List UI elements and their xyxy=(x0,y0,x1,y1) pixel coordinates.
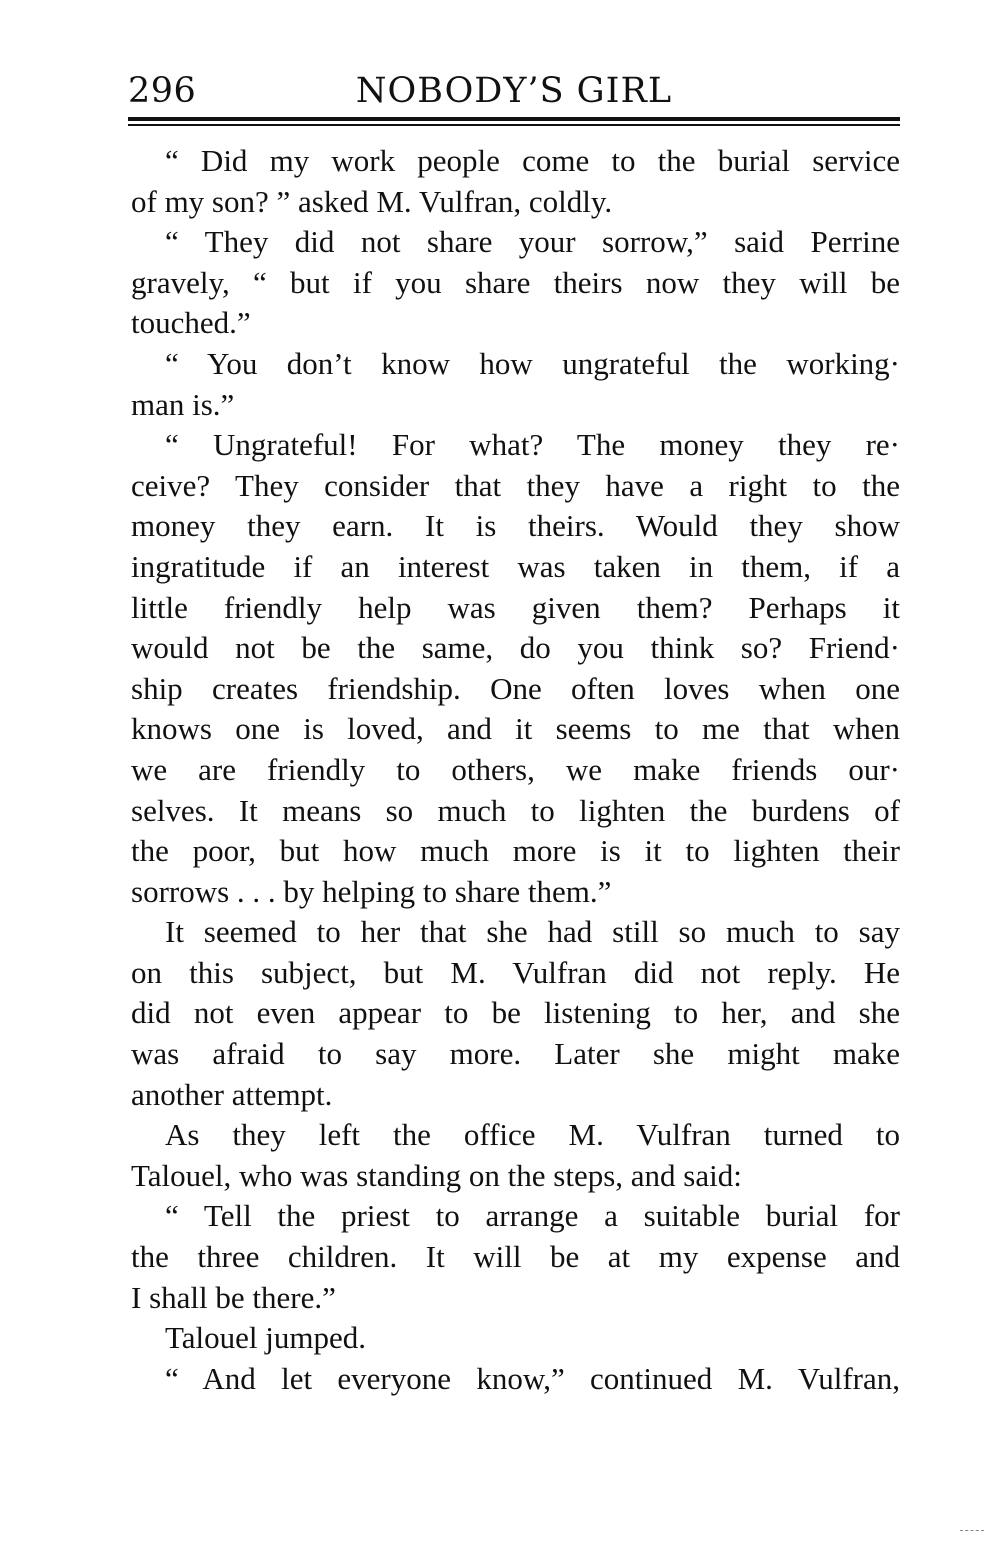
text-line: was afraid to say more. Later she might make xyxy=(131,1036,900,1072)
text-line: the poor, but how much more is it to lighten their xyxy=(131,833,900,869)
text-line: ingratitude if an interest was taken in them, if a xyxy=(131,548,900,584)
scan-artifact-mark xyxy=(960,1530,984,1532)
text-line: man is.” xyxy=(131,386,235,422)
text-line: It seemed to her that she had still so much to say xyxy=(165,914,900,950)
text-line: another attempt. xyxy=(131,1076,333,1112)
text-line: touched.” xyxy=(131,305,251,341)
body-text xyxy=(131,141,900,1399)
text-line: As they left the office M. Vulfran turned to xyxy=(165,1117,900,1153)
text-line: “ They did not share your sorrow,” said Perrine xyxy=(165,224,900,260)
text-line: would not be the same, do you think so? Friend· xyxy=(131,630,900,666)
text-line: “ You don’t know how ungrateful the working· xyxy=(165,345,900,381)
text-line: sorrows . . . by helping to share them.” xyxy=(131,873,612,909)
text-line: we are friendly to others, we make friends our· xyxy=(131,751,900,787)
text-line: knows one is loved, and it seems to me that when xyxy=(131,711,900,747)
text-line: of my son? ” asked M. Vulfran, coldly. xyxy=(131,183,613,219)
text-line: little friendly help was given them? Perhaps it xyxy=(131,589,900,625)
text-line: ceive? They consider that they have a right to the xyxy=(131,467,900,503)
header-rule-thick xyxy=(128,117,900,121)
text-line: did not even appear to be listening to her, and she xyxy=(131,995,900,1031)
text-line: the three children. It will be at my expense and xyxy=(131,1239,900,1275)
text-line: “ Ungrateful! For what? The money they re· xyxy=(165,427,900,463)
page-number: 296 xyxy=(128,71,197,111)
text-line: money they earn. It is theirs. Would they show xyxy=(131,508,900,544)
text-line: “ Did my work people come to the burial service xyxy=(165,143,900,178)
text-line: “ And let everyone know,” continued M. Vulfran, xyxy=(165,1360,900,1396)
text-line: I shall be there.” xyxy=(131,1279,336,1315)
text-line: “ Tell the priest to arrange a suitable burial for xyxy=(165,1198,900,1234)
text-line: gravely, “ but if you share theirs now they will be xyxy=(131,264,900,300)
text-line: Talouel jumped. xyxy=(165,1320,367,1356)
page-header xyxy=(128,66,900,116)
text-line: Talouel, who was standing on the steps, and said: xyxy=(131,1157,742,1193)
text-line: ship creates friendship. One often loves when one xyxy=(131,670,900,706)
header-rule-thin xyxy=(128,124,900,126)
running-title: NOBODY’S GIRL xyxy=(355,71,673,111)
text-line: on this subject, but M. Vulfran did not reply. He xyxy=(131,954,900,990)
text-line: selves. It means so much to lighten the burdens of xyxy=(131,792,900,828)
